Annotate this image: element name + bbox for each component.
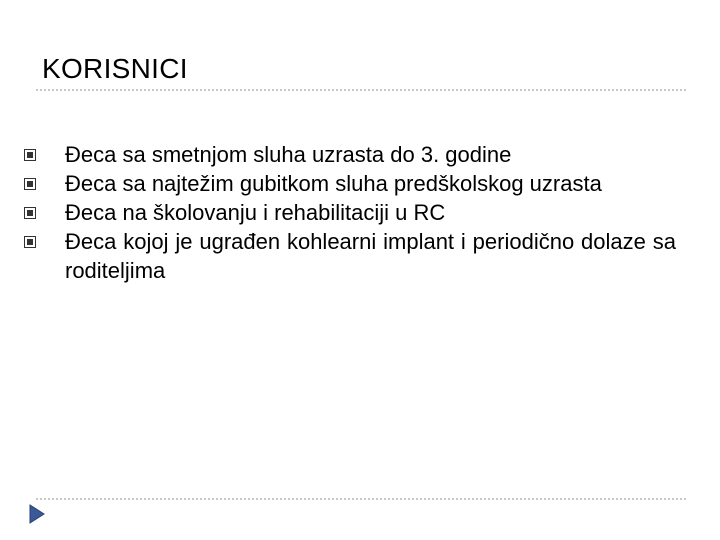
square-bullet-icon — [24, 149, 36, 161]
bullet-text: Đeca sa najtežim gubitkom sluha predškolskog uzrasta — [65, 171, 602, 196]
title-divider — [36, 89, 686, 91]
bullet-item — [24, 227, 676, 285]
bullet-list — [24, 140, 676, 285]
bullet-text: Đeca kojoj je ugrađen kohlearni implant i periodično dolaze sa roditeljima — [65, 229, 676, 283]
square-bullet-icon — [24, 178, 36, 190]
square-bullet-icon — [24, 236, 36, 248]
bullet-item — [24, 198, 676, 227]
play-arrow-icon[interactable] — [28, 503, 46, 525]
bullet-text: Đeca sa smetnjom sluha uzrasta do 3. godine — [65, 142, 512, 167]
footer-divider — [36, 498, 686, 500]
bullet-item — [24, 169, 676, 198]
bullet-item — [24, 140, 676, 169]
slide-title: KORISNICI — [42, 53, 188, 84]
bullet-text: Đeca na školovanju i rehabilitaciji u RC — [65, 200, 446, 225]
square-bullet-icon — [24, 207, 36, 219]
